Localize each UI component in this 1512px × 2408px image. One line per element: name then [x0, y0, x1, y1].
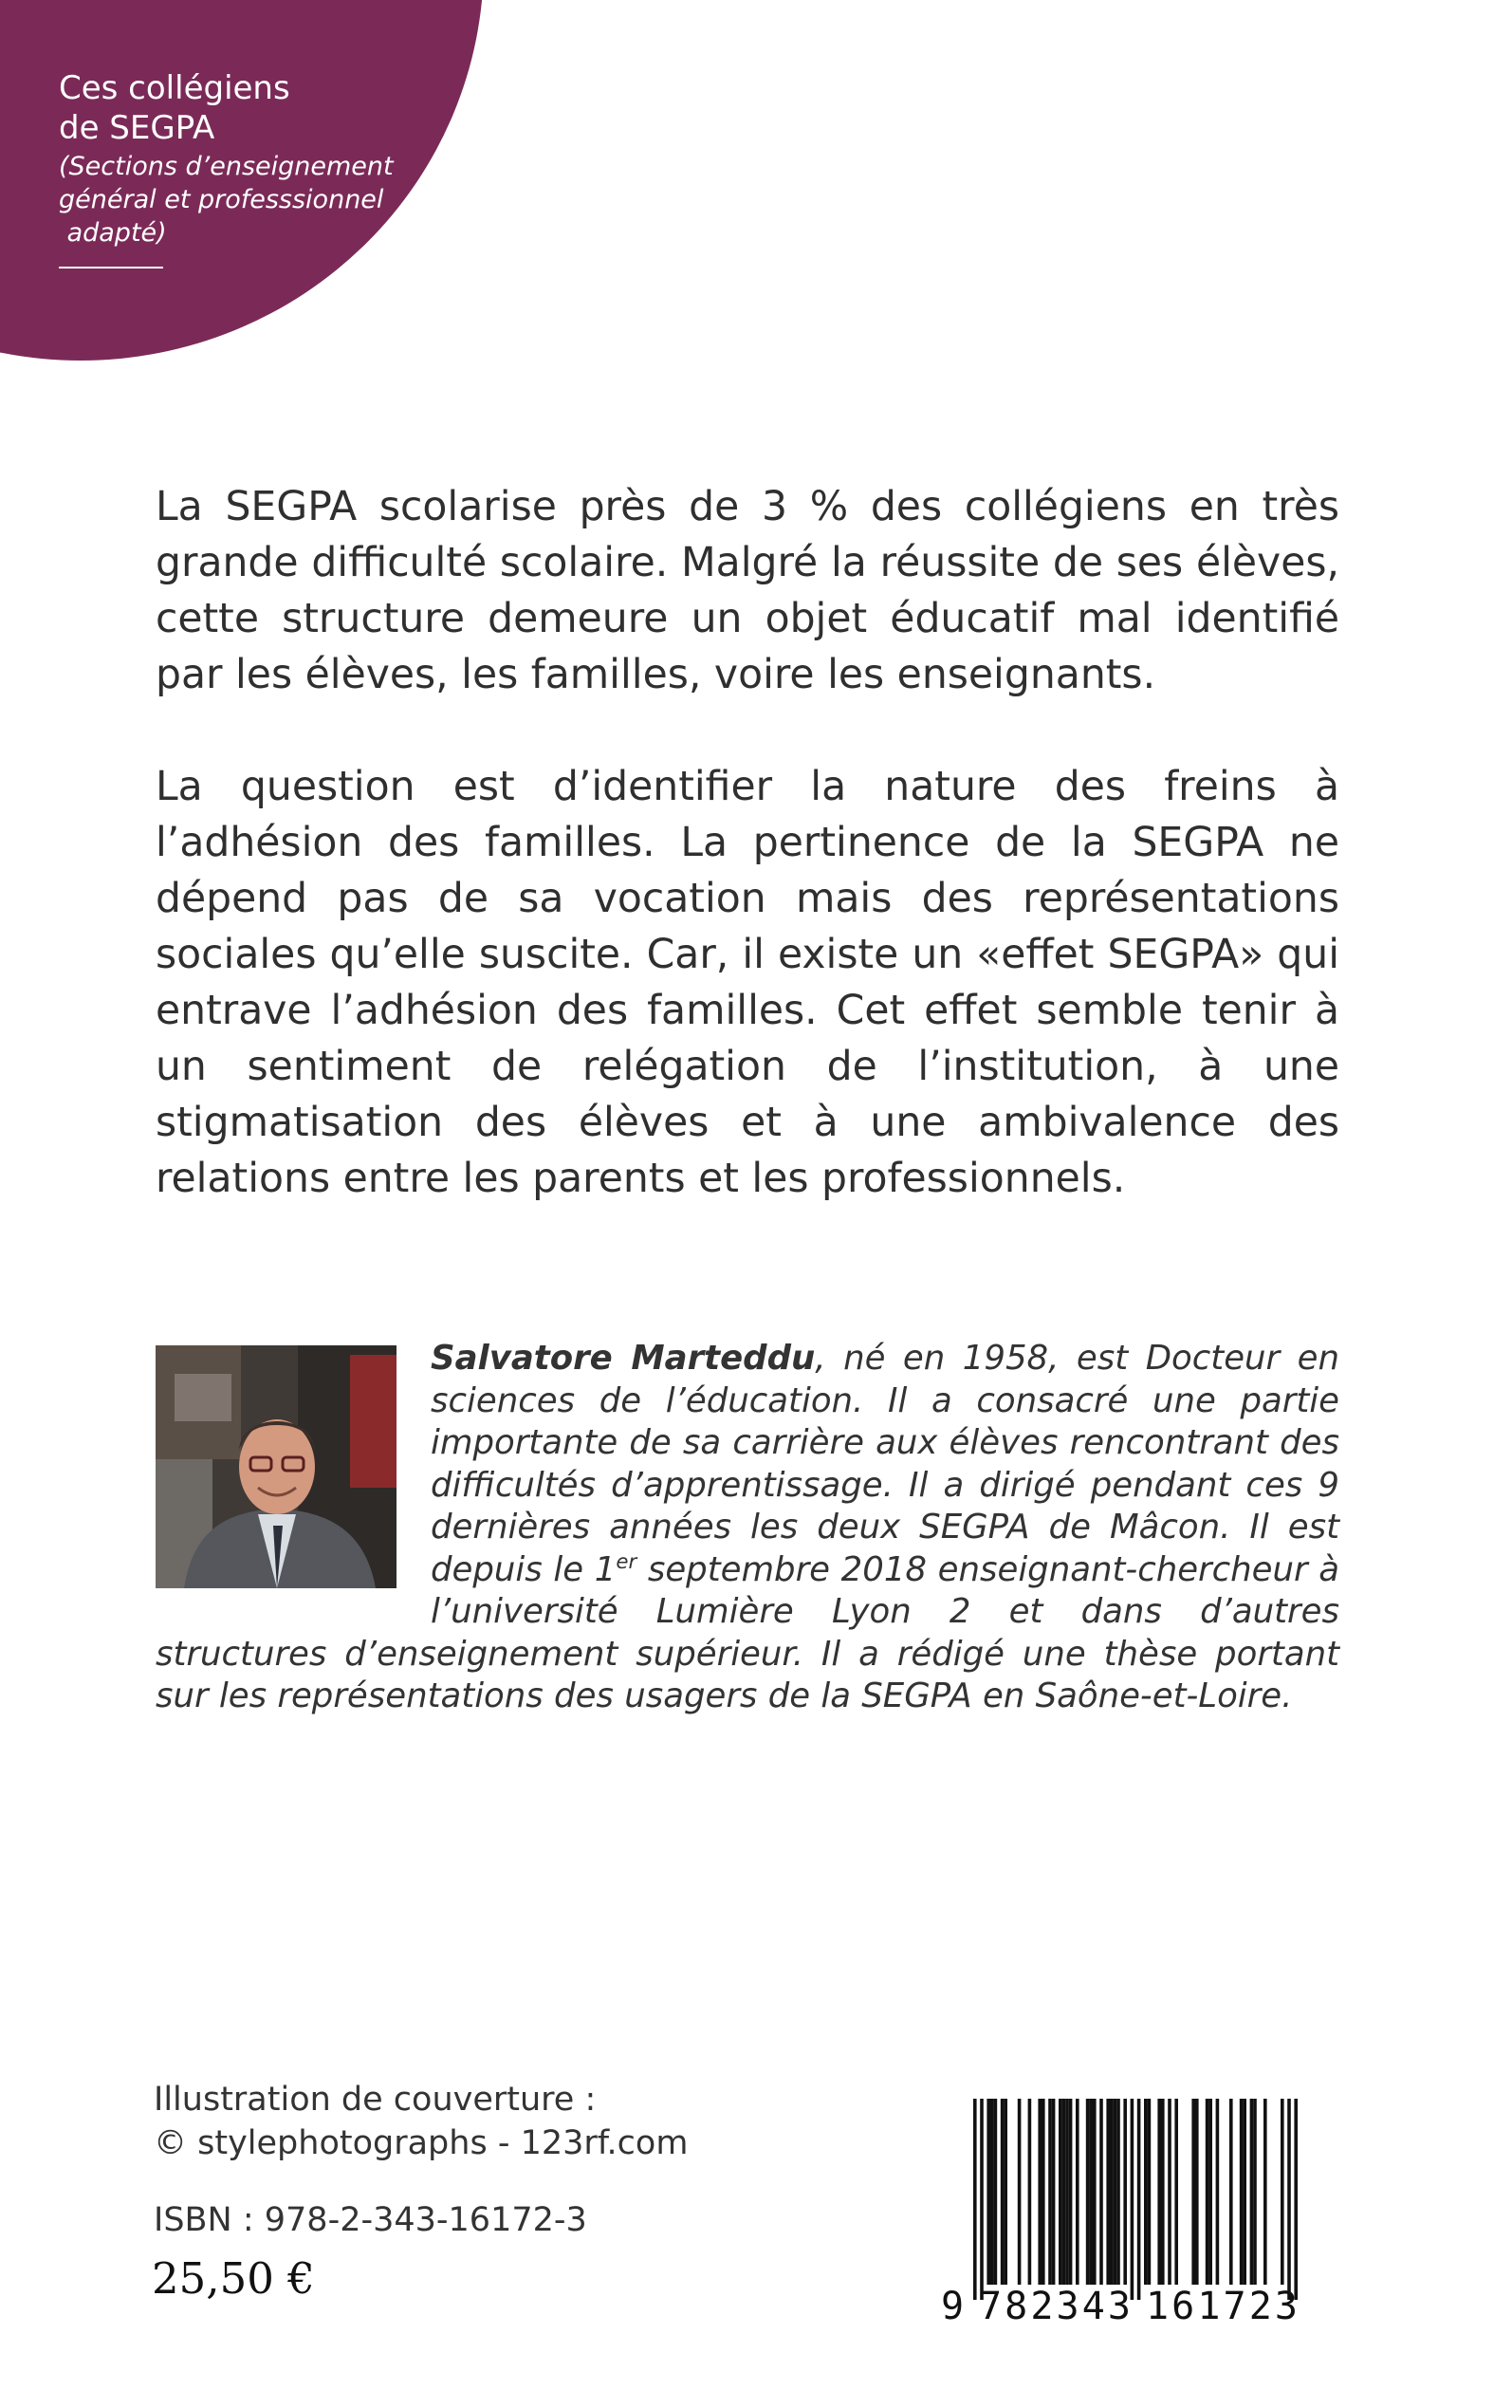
barcode-bar — [994, 2099, 998, 2285]
series-title-line: de SEGPA — [59, 109, 215, 147]
barcode-bar — [1123, 2099, 1127, 2285]
barcode-bar — [1089, 2099, 1093, 2285]
barcode-bar — [1048, 2099, 1052, 2285]
barcode-guard-bar — [1137, 2099, 1141, 2300]
isbn: ISBN : 978-2-343-16172-3 — [154, 2201, 587, 2239]
barcode-bar — [1110, 2099, 1114, 2285]
series-subtitle-line: adapté) — [59, 218, 167, 248]
barcode-bar — [1144, 2099, 1148, 2285]
cover-credits — [154, 2078, 688, 2165]
barcode-first-digit: 9 — [941, 2285, 965, 2326]
barcode-bar — [1206, 2099, 1209, 2285]
author-bio-text: septembre 2018 enseignant-chercheur à l’université Lumière Lyon 2 et dans d’autres structures d’enseignement supérieur. Il a rédigé une thèse portant sur les représentations des usagers de la SEGPA en Saône-et-Loire. — [156, 1549, 1339, 1715]
barcode-bar — [1042, 2099, 1045, 2285]
series-title — [59, 68, 419, 148]
price: 25,50 € — [152, 2253, 315, 2304]
barcode-guard-bar — [1131, 2099, 1134, 2300]
barcode-bar — [1052, 2099, 1056, 2285]
barcode-bar — [1106, 2099, 1110, 2285]
series-subtitle-line: général et professsionnel — [59, 185, 384, 214]
barcode-bar — [1069, 2099, 1073, 2285]
barcode-bar — [986, 2099, 990, 2285]
series-title-line: Ces collégiens — [59, 69, 290, 107]
credits-source: © stylephotographs - 123rf.com — [154, 2124, 689, 2162]
barcode-bar — [1195, 2099, 1199, 2285]
barcode-bar — [1099, 2099, 1103, 2285]
barcode-bar — [1065, 2099, 1069, 2285]
barcode-bar — [1093, 2099, 1097, 2285]
barcode-bar — [1148, 2099, 1152, 2285]
series-label — [59, 68, 419, 269]
barcode-bar — [1174, 2099, 1178, 2285]
barcode-bar — [1018, 2099, 1022, 2285]
barcode-left-digits: 782343 — [979, 2285, 1131, 2326]
barcode-bar — [1038, 2099, 1042, 2285]
barcode-bar — [1004, 2099, 1007, 2285]
barcode-bar — [1168, 2099, 1171, 2285]
barcode-bar — [1001, 2099, 1005, 2285]
barcode-bar — [1114, 2099, 1117, 2285]
barcode-bar — [1240, 2099, 1244, 2285]
barcode-bar — [1229, 2099, 1233, 2285]
author-bio — [156, 1338, 1339, 1718]
author-bio-superscript: er — [616, 1549, 637, 1574]
barcode-guard-bar — [980, 2099, 984, 2300]
series-divider — [59, 267, 163, 269]
barcode-bar — [1191, 2099, 1195, 2285]
barcode-bar — [1161, 2099, 1165, 2285]
barcode-bar — [1250, 2099, 1254, 2285]
author-bio-text: , né en 1958, est Docteur en sciences de l’éducation. Il a consacré une partie importante de sa carrière aux élèves rencontrant des difficultés d’apprentissage. Il a dirigé pendant ces 9 dernières années les deux SEGPA de Mâcon. Il est depuis le 1 — [431, 1339, 1339, 1589]
barcode-bar — [1216, 2099, 1220, 2285]
barcode-bar — [1086, 2099, 1090, 2285]
summary-paragraph-2: La question est d’identifier la nature des freins à l’adhésion des familles. La pertinence de la SEGPA ne dépend pas de sa vocation mais des représentations sociales qu’elle suscite. Car, il existe un «effet SEGPA» qui entrave l’adhésion des familles. Cet effet semble tenir à un sentiment de relégation de l’institution, à une stigmatisation des élèves et à une ambivalence des relations entre les parents et les professionnels. — [156, 764, 1339, 1202]
series-subtitle-line: (Sections d’enseignement — [59, 152, 394, 181]
barcode-bar — [1253, 2099, 1257, 2285]
author-name: Salvatore Marteddu — [431, 1339, 816, 1378]
barcode-bar — [1076, 2099, 1079, 2285]
isbn-barcode — [939, 2099, 1318, 2326]
credits-label: Illustration de couverture : — [154, 2081, 597, 2119]
barcode-guard-bar — [1294, 2099, 1298, 2300]
barcode-bar — [1263, 2099, 1267, 2285]
barcode-guard-bar — [1287, 2099, 1291, 2300]
barcode-bar — [1157, 2099, 1161, 2285]
barcode-bar — [1062, 2099, 1066, 2285]
summary-paragraph-1: La SEGPA scolarise près de 3 % des collégiens en très grande difficulté scolaire. Malgré la réussite de ses élèves, cette structure demeure un objet éducatif mal identifié par les élèves, les familles, voire les enseignants. — [156, 484, 1339, 698]
barcode-bar — [1116, 2099, 1120, 2285]
barcode-bar — [1028, 2099, 1032, 2285]
barcode-right-digits: 161723 — [1146, 2285, 1298, 2326]
series-subtitle — [59, 150, 419, 250]
barcode-bar — [1208, 2099, 1212, 2285]
barcode-bar — [1281, 2099, 1284, 2285]
barcode-bar — [1059, 2099, 1062, 2285]
barcode-guard-bar — [973, 2099, 977, 2300]
barcode-bar — [990, 2099, 994, 2285]
barcode-bar — [1243, 2099, 1246, 2285]
